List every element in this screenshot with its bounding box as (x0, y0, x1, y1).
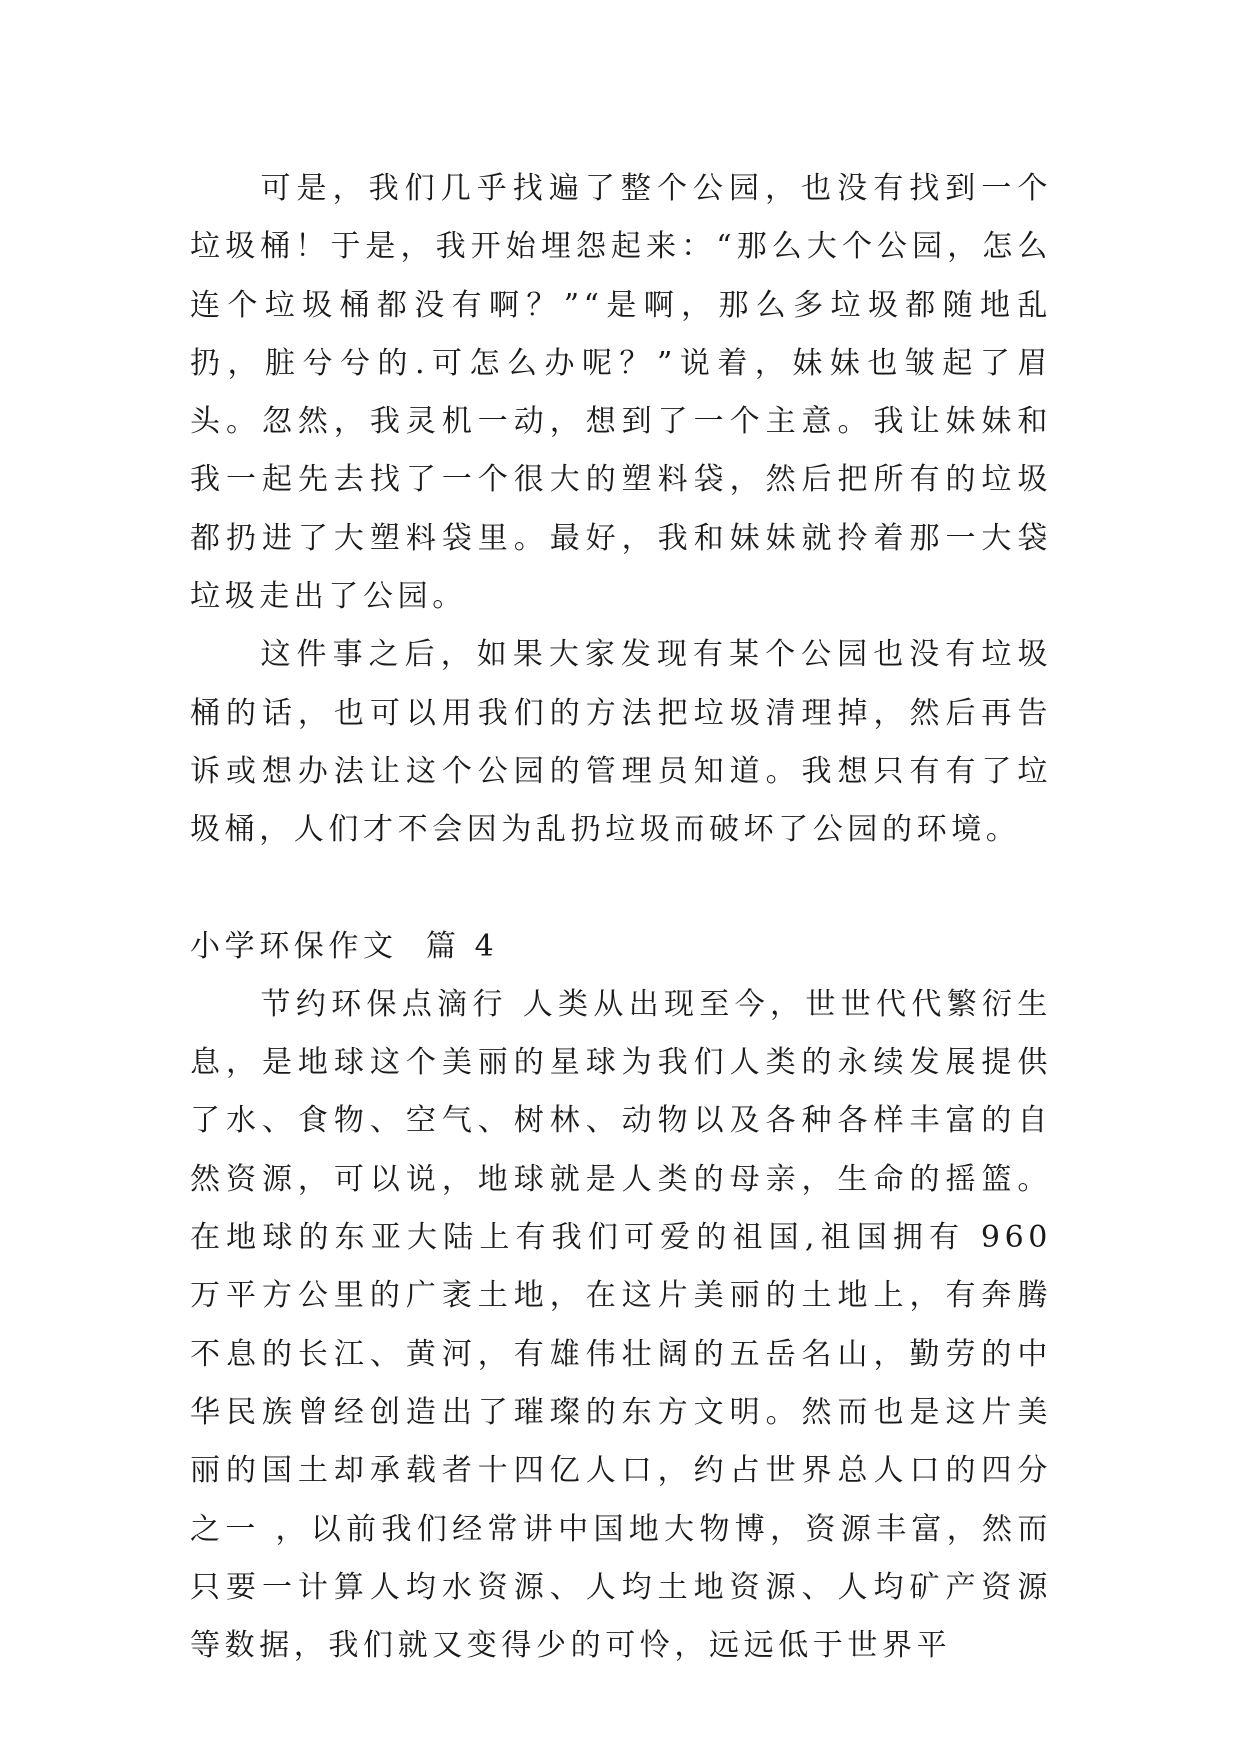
document-body (190, 160, 1052, 1675)
section-title: 小学环保作文 篇 4 (190, 928, 499, 964)
paragraph-conclusion: 这件事之后，如果大家发现有某个公园也没有垃圾桶的话，也可以用我们的方法把垃圾清理掉，然后再告诉或想办法让这个公园的管理员知道。我想只有有了垃圾桶，人们才不会因为乱扔垃圾而破坏了公园的环境。 (190, 637, 1052, 848)
paragraph-park-trash: 可是，我们几乎找遍了整个公园，也没有找到一个垃圾桶！于是，我开始埋怨起来：“那么大个公园，怎么连个垃圾桶都没有啊？”“是啊，那么多垃圾都随地乱扔，脏兮兮的.可怎么办呢？”说着，妹妹也皱起了眉头。忽然，我灵机一动，想到了一个主意。我让妹妹和我一起先去找了一个很大的塑料袋，然后把所有的垃圾都扔进了大塑料袋里。最好，我和妹妹就拎着那一大袋垃圾走出了公园。 (190, 171, 1052, 615)
paragraph-environment: 节约环保点滴行 人类从出现至今，世世代代繁衍生息，是地球这个美丽的星球为我们人类的永续发展提供了水、食物、空气、树林、动物以及各种各样丰富的自然资源，可以说，地球就是人类的母亲，生命的摇篮。在地球的东亚大陆上有我们可爱的祖国,祖国拥有 960 万平方公里的广袤土地，在这片美丽的土地上，有奔腾不息的长江、黄河，有雄伟壮阔的五岳名山，勤劳的中华民族曾经创造出了璀璨的东方文明。然而也是这片美丽的国土却承载者十四亿人口，约占世界总人口的四分之一 ，以前我们经常讲中国地大物博，资源丰富，然而只要一计算人均水资源、人均土地资源、人均矿产资源等数据，我们就又变得少的可怜，远远低于世界平 (190, 986, 1052, 1664)
